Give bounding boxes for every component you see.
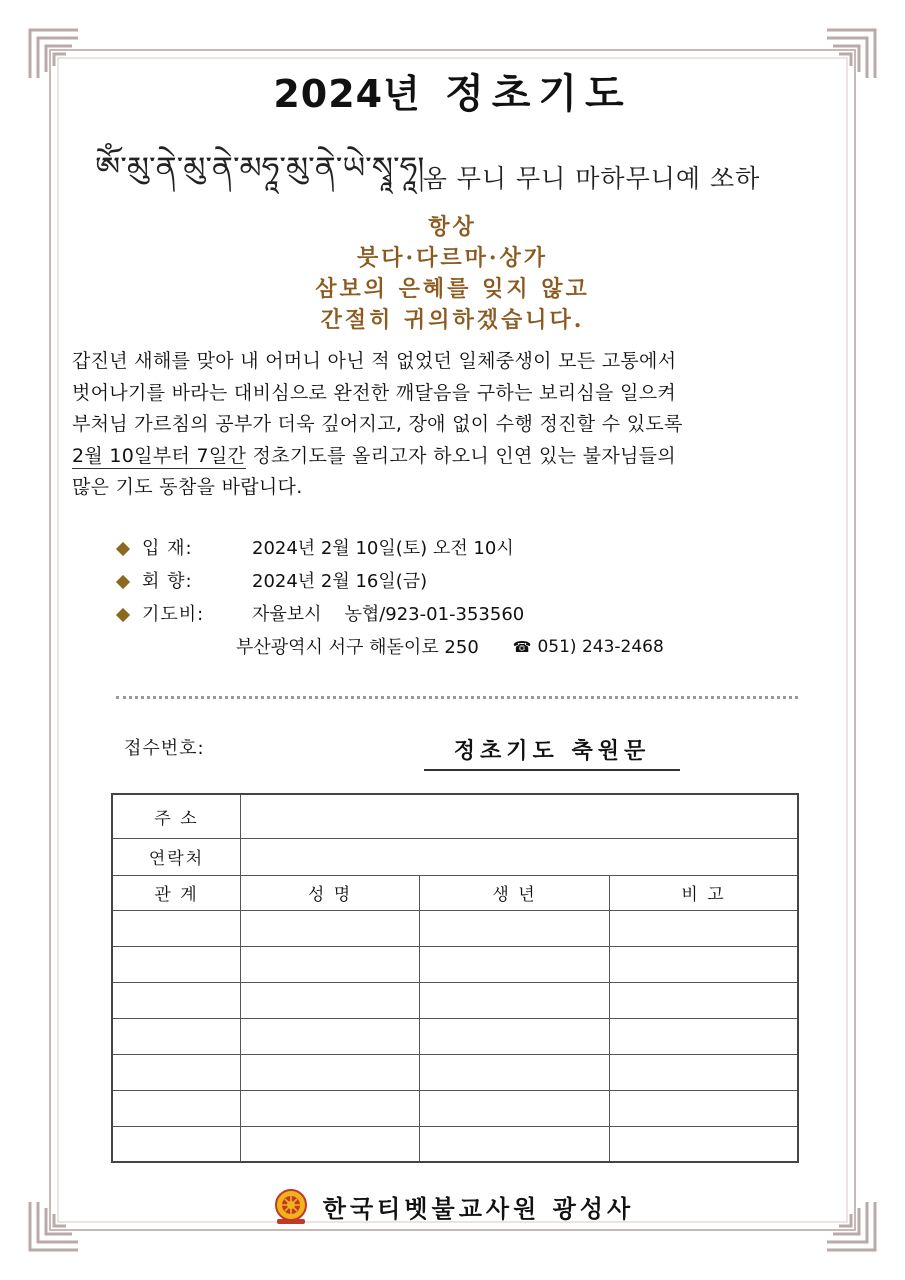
form-entry-cell[interactable] <box>241 946 420 982</box>
body-line <box>72 441 842 473</box>
info-label: 회 향: <box>142 571 193 592</box>
info-value: 2024년 2월 10일(토) 오전 10시 <box>252 538 514 559</box>
address: 부산광역시 서구 해돋이로 250 <box>236 637 479 658</box>
mantra-korean: 옴 무니 무니 마하무니예 쏘하 <box>422 164 761 193</box>
form-row-address <box>112 794 798 838</box>
header-relation: 관 계 <box>112 875 241 910</box>
form-entry-row <box>112 1054 798 1090</box>
form-entry-cell[interactable] <box>241 1090 420 1126</box>
address-label: 주 소 <box>112 794 241 838</box>
form-entry-cell[interactable] <box>610 946 799 982</box>
form-title: 정초기도 축원문 <box>424 734 680 771</box>
header-note: 비 고 <box>610 875 799 910</box>
address-field[interactable] <box>241 794 799 838</box>
form-entry-cell[interactable] <box>420 910 610 946</box>
form-entry-cell[interactable] <box>112 910 241 946</box>
form-row-contact <box>112 838 798 875</box>
form-entry-cell[interactable] <box>241 1018 420 1054</box>
receipt-number-label: 접수번호: <box>124 738 205 759</box>
title-year: 2024년 <box>273 72 421 116</box>
form-entry-cell[interactable] <box>112 946 241 982</box>
form-entry-cell[interactable] <box>420 1126 610 1162</box>
phone-icon: ☎ <box>512 638 532 656</box>
page-title <box>0 62 905 119</box>
vow-text <box>0 212 905 336</box>
form-entry-cell[interactable] <box>241 982 420 1018</box>
form-entry-row <box>112 1018 798 1054</box>
info-value: 자율보시 농협/923-01-353560 <box>252 604 525 625</box>
diamond-bullet-icon <box>116 607 130 621</box>
vow-line: 붓다·다르마·상가 <box>356 245 549 271</box>
title-main: 정초기도 <box>445 70 632 117</box>
form-entry-row <box>112 910 798 946</box>
header-name: 성 명 <box>241 875 420 910</box>
form-entry-row <box>112 946 798 982</box>
phone-number: 051) 243-2468 <box>537 637 664 657</box>
body-line: 벗어나기를 바라는 대비심으로 완전한 깨달음을 구하는 보리심을 일으켜 <box>72 381 676 404</box>
temple-name: 한국티벳불교사원 광성사 <box>322 1193 635 1223</box>
info-row-hoehyang <box>118 565 664 598</box>
body-line-rest: 정초기도를 올리고자 하오니 인연 있는 불자님들의 <box>246 444 676 467</box>
info-value: 2024년 2월 16일(금) <box>252 571 428 592</box>
form-entry-cell[interactable] <box>420 946 610 982</box>
form-entry-row <box>112 1126 798 1162</box>
vow-line: 삼보의 은혜를 잊지 않고 <box>315 276 590 302</box>
form-header-row <box>112 875 798 910</box>
contact-field[interactable] <box>241 838 799 875</box>
form-entry-cell[interactable] <box>610 910 799 946</box>
info-row-ipjae <box>118 532 664 565</box>
form-entry-cell[interactable] <box>241 1126 420 1162</box>
vow-line: 항상 <box>428 214 477 240</box>
form-entry-cell[interactable] <box>610 1018 799 1054</box>
vow-line: 간절히 귀의하겠습니다. <box>320 307 585 333</box>
header-birth-year: 생 년 <box>420 875 610 910</box>
form-entry-cell[interactable] <box>610 982 799 1018</box>
footer <box>0 1186 905 1226</box>
form-entry-cell[interactable] <box>420 1018 610 1054</box>
form-entry-cell[interactable] <box>610 1090 799 1126</box>
dotted-divider <box>116 696 798 699</box>
diamond-bullet-icon <box>116 541 130 555</box>
contact-label: 연락처 <box>112 838 241 875</box>
body-line: 부처님 가르침의 공부가 더욱 깊어지고, 장애 없이 수행 정진할 수 있도록 <box>72 413 683 435</box>
form-entry-cell[interactable] <box>112 1090 241 1126</box>
form-entry-cell[interactable] <box>241 1054 420 1090</box>
mantra <box>95 145 810 209</box>
form-entry-row <box>112 982 798 1018</box>
body-underlined-period: 2월 10일부터 7일간 <box>72 444 247 467</box>
info-row-address <box>236 631 664 664</box>
form-entry-cell[interactable] <box>112 1018 241 1054</box>
form-entry-cell[interactable] <box>420 982 610 1018</box>
body-paragraph <box>72 346 842 504</box>
phone <box>513 631 664 664</box>
form-entry-cell[interactable] <box>112 982 241 1018</box>
form-entry-cell[interactable] <box>112 1126 241 1162</box>
info-row-gidobi <box>118 598 664 631</box>
mantra-tibetan: ༀ་མུ་ནེ་མུ་ནེ་མཧཱ་མུ་ནེ་ཡེ་སྭཱ་ཧཱ། <box>95 151 425 186</box>
body-line: 갑진년 새해를 맞아 내 어머니 아닌 적 없었던 일체중생이 모든 고통에서 <box>72 350 677 372</box>
form-entry-cell[interactable] <box>420 1090 610 1126</box>
info-list <box>118 532 664 664</box>
info-label: 기도비: <box>142 604 205 625</box>
info-label: 입 재: <box>142 538 193 559</box>
form-entry-row <box>112 1090 798 1126</box>
form-entry-cell[interactable] <box>112 1054 241 1090</box>
form-entry-cell[interactable] <box>420 1054 610 1090</box>
dharma-wheel-logo-icon <box>271 1186 311 1226</box>
form-entry-cell[interactable] <box>241 910 420 946</box>
form-entry-cell[interactable] <box>610 1054 799 1090</box>
prayer-form-table <box>111 793 799 1163</box>
form-entry-cell[interactable] <box>610 1126 799 1162</box>
diamond-bullet-icon <box>116 574 130 588</box>
body-line: 많은 기도 동참을 바랍니다. <box>72 476 303 498</box>
